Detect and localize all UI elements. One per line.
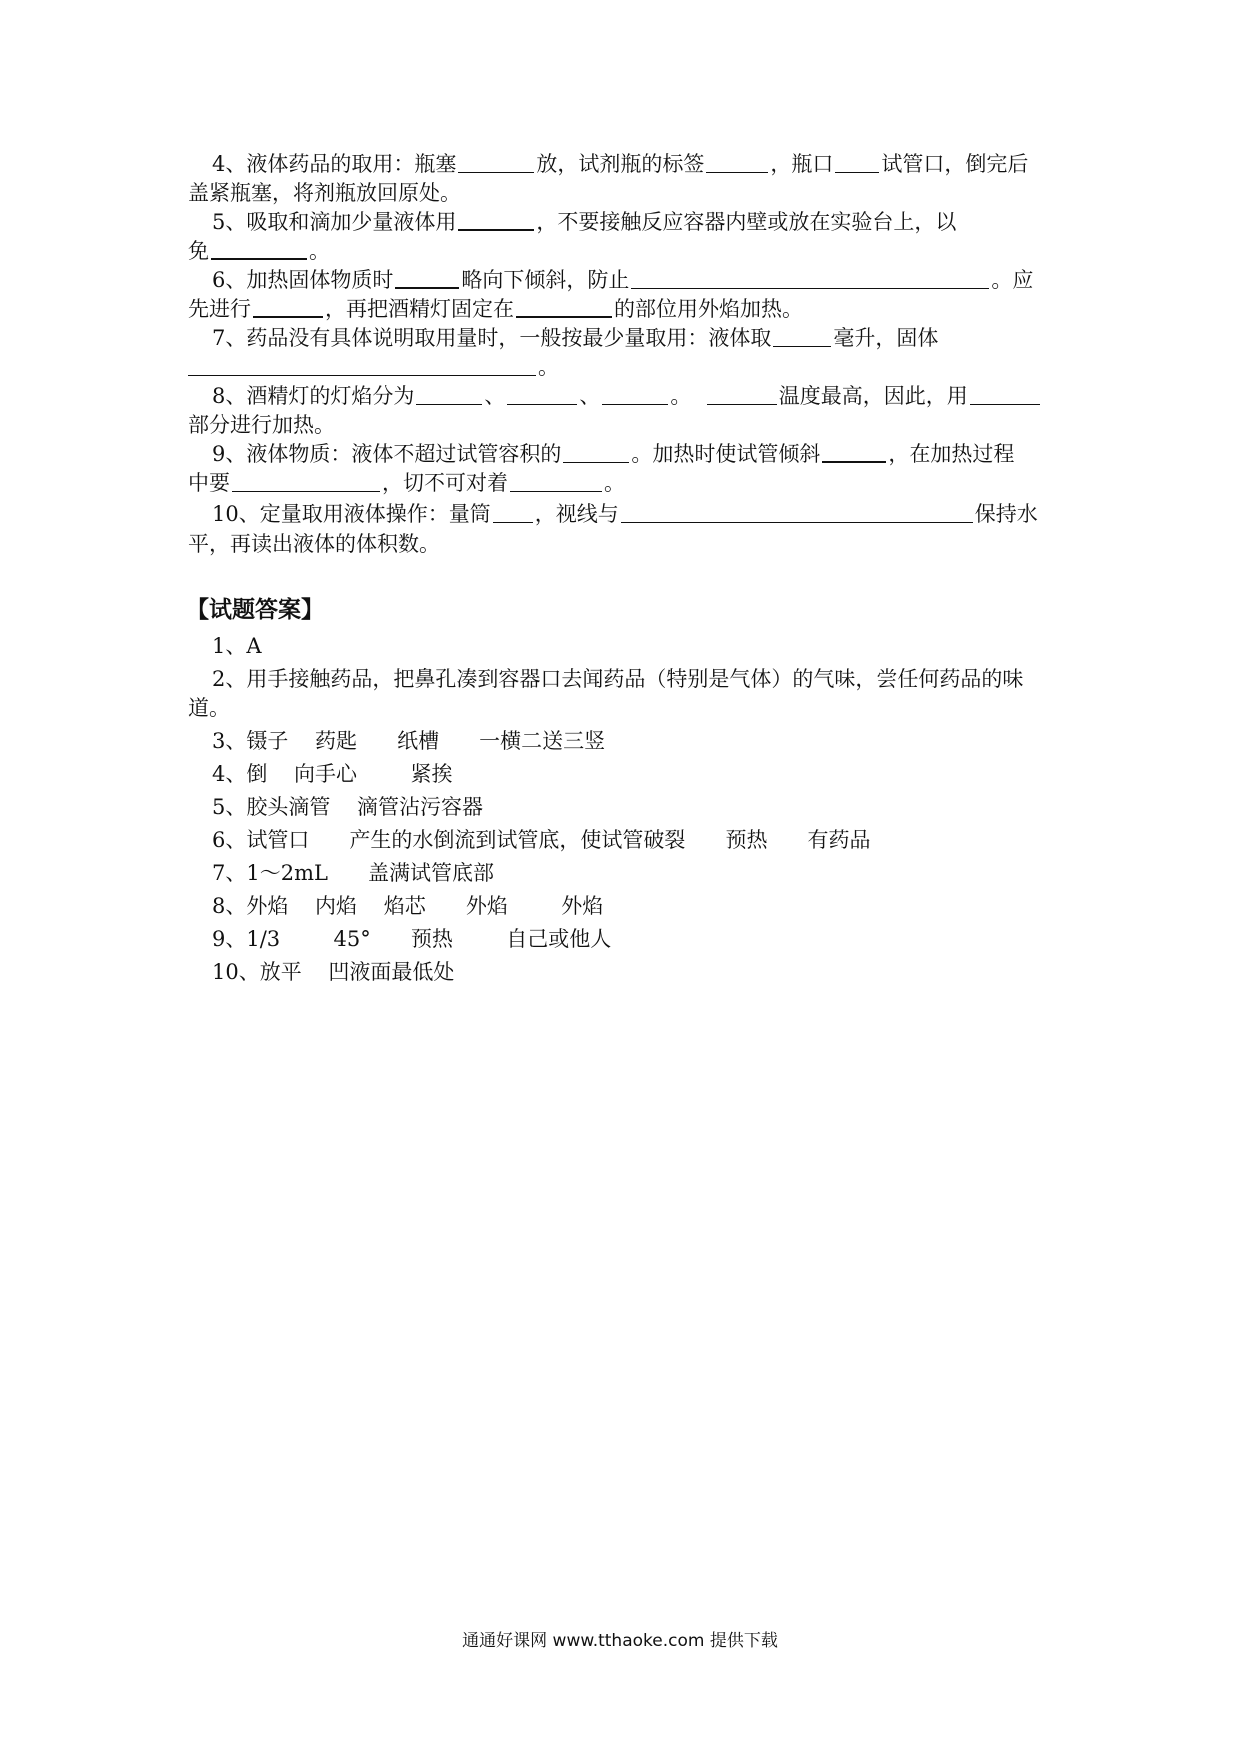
question-5-line2 [188, 237, 1060, 266]
question-6: 6、加热固体物质时 略向下倾斜，防止 。应 [212, 268, 1034, 292]
answer-blank[interactable] [507, 386, 577, 405]
question-4: 4、液体药品的取用：瓶塞 放，试剂瓶的标签 ，瓶口 试管口，倒完后 [212, 152, 1029, 176]
question-4-line2: 盖紧瓶塞，将剂瓶放回原处。 [188, 181, 461, 205]
answer-blank[interactable] [621, 504, 973, 523]
question-text: 中要 [188, 471, 230, 495]
answer-blank[interactable] [835, 154, 879, 173]
question-text: 。 [538, 355, 559, 379]
question-text: 毫升，固体 [833, 326, 939, 350]
answer-item: 2、用手接触药品，把鼻孔凑到容器口去闻药品（特别是气体）的气味，尝任何药品的味 [212, 667, 1024, 691]
answer-blank[interactable] [706, 154, 768, 173]
answer-blank[interactable] [211, 240, 307, 260]
answer-blank[interactable] [822, 443, 886, 463]
question-text: 。 [670, 384, 692, 408]
question-text: 。加热时使试管倾斜 [631, 442, 821, 466]
question-text: 。 [309, 239, 330, 263]
question-text: 定量取用液体操作：量筒 [259, 502, 491, 526]
answer-item: 7、1～2mL 盖满试管底部 [212, 861, 494, 885]
answer-blank[interactable] [970, 386, 1040, 405]
question-10: 10、定量取用液体操作：量筒 ，视线与 保持水 [212, 502, 1038, 526]
answer-item: 道。 [188, 696, 230, 720]
answer-item: 4、倒 向手心 紧挨 [212, 762, 453, 786]
question-text: 。 [604, 471, 625, 495]
answer-blank[interactable] [602, 386, 668, 405]
question-text: 吸取和滴加少量液体用 [246, 210, 457, 234]
answer-blank[interactable] [773, 328, 831, 347]
answer-blank[interactable] [563, 444, 629, 463]
answer-blank[interactable] [493, 504, 533, 523]
question-text: 加热固体物质时 [246, 268, 394, 292]
question-text: 免 [188, 239, 209, 263]
answer-blank[interactable] [395, 269, 459, 289]
question-text: ，切不可对着 [382, 471, 508, 495]
question-9-line2 [188, 469, 1060, 498]
question-text: ，瓶口 [770, 152, 834, 176]
question-text: 试管口，倒完后 [881, 152, 1029, 176]
answer-item: 9、1/3 45° 预热 自己或他人 [212, 927, 612, 951]
answer-blank[interactable] [232, 473, 380, 492]
question-text: 保持水 [974, 502, 1038, 526]
answer-blank[interactable] [458, 154, 534, 173]
answer-item: 1、A [212, 634, 262, 658]
answer-item: 6、试管口 产生的水倒流到试管底，使试管破裂 预热 有药品 [212, 828, 871, 852]
question-text: 先进行 [188, 297, 251, 321]
question-text: ，再把酒精灯固定在 [325, 297, 514, 321]
question-text: 酒精灯的灯焰分为 [246, 384, 415, 408]
answer-blank[interactable] [458, 211, 534, 231]
answer-item: 10、放平 凹液面最低处 [212, 960, 455, 984]
question-text: 略向下倾斜，防止 [461, 268, 630, 292]
answer-blank[interactable] [188, 357, 536, 376]
answer-blank[interactable] [707, 386, 777, 405]
question-text: ，在加热过程 [888, 442, 1015, 466]
question-text: 液体物质：液体不超过试管容积的 [246, 442, 562, 466]
question-text: 、 [579, 384, 601, 408]
question-text: ，不要接触反应容器内壁或放在实验台上，以 [536, 210, 957, 234]
question-7-line2 [188, 353, 1060, 382]
question-text: 温度最高，因此，用 [778, 384, 968, 408]
question-8: 8、酒精灯的灯焰分为 、 、 。 温度最高，因此，用 [188, 382, 1060, 411]
question-text: 。应 [991, 268, 1034, 292]
question-text: 的部位用外焰加热。 [614, 297, 803, 321]
question-9: 9、液体物质：液体不超过试管容积的 。加热时使试管倾斜 ，在加热过程 [212, 442, 1015, 466]
answer-blank[interactable] [631, 270, 989, 289]
answer-item: 5、胶头滴管 滴管沾污容器 [212, 795, 484, 819]
answer-item: 8、外焰 内焰 焰芯 外焰 外焰 [212, 894, 604, 918]
answer-blank[interactable] [253, 298, 323, 318]
answer-item: 3、镊子 药匙 纸槽 一横二送三竖 [212, 729, 606, 753]
page-footer: 通通好课网 www.tthaoke.com 提供下载 [462, 1631, 778, 1651]
question-text: ，视线与 [534, 502, 619, 526]
question-8-line2: 部分进行加热。 [188, 413, 335, 437]
question-7: 7、药品没有具体说明取用量时，一般按最少量取用：液体取 毫升，固体 [212, 326, 939, 350]
question-text: 药品没有具体说明取用量时，一般按最少量取用：液体取 [246, 326, 772, 350]
question-6-line2 [188, 295, 1060, 324]
question-text: 、 [484, 384, 506, 408]
answer-section-title: 【试题答案】 [186, 596, 324, 623]
answer-blank[interactable] [416, 386, 482, 405]
question-10-line2: 平，再读出液体的体积数。 [188, 532, 440, 556]
answer-blank[interactable] [516, 298, 612, 318]
question-text: 放，试剂瓶的标签 [536, 152, 705, 176]
question-5: 5、吸取和滴加少量液体用 ，不要接触反应容器内壁或放在实验台上，以 [212, 210, 957, 234]
answer-blank[interactable] [510, 473, 602, 492]
question-text: 液体药品的取用：瓶塞 [246, 152, 457, 176]
